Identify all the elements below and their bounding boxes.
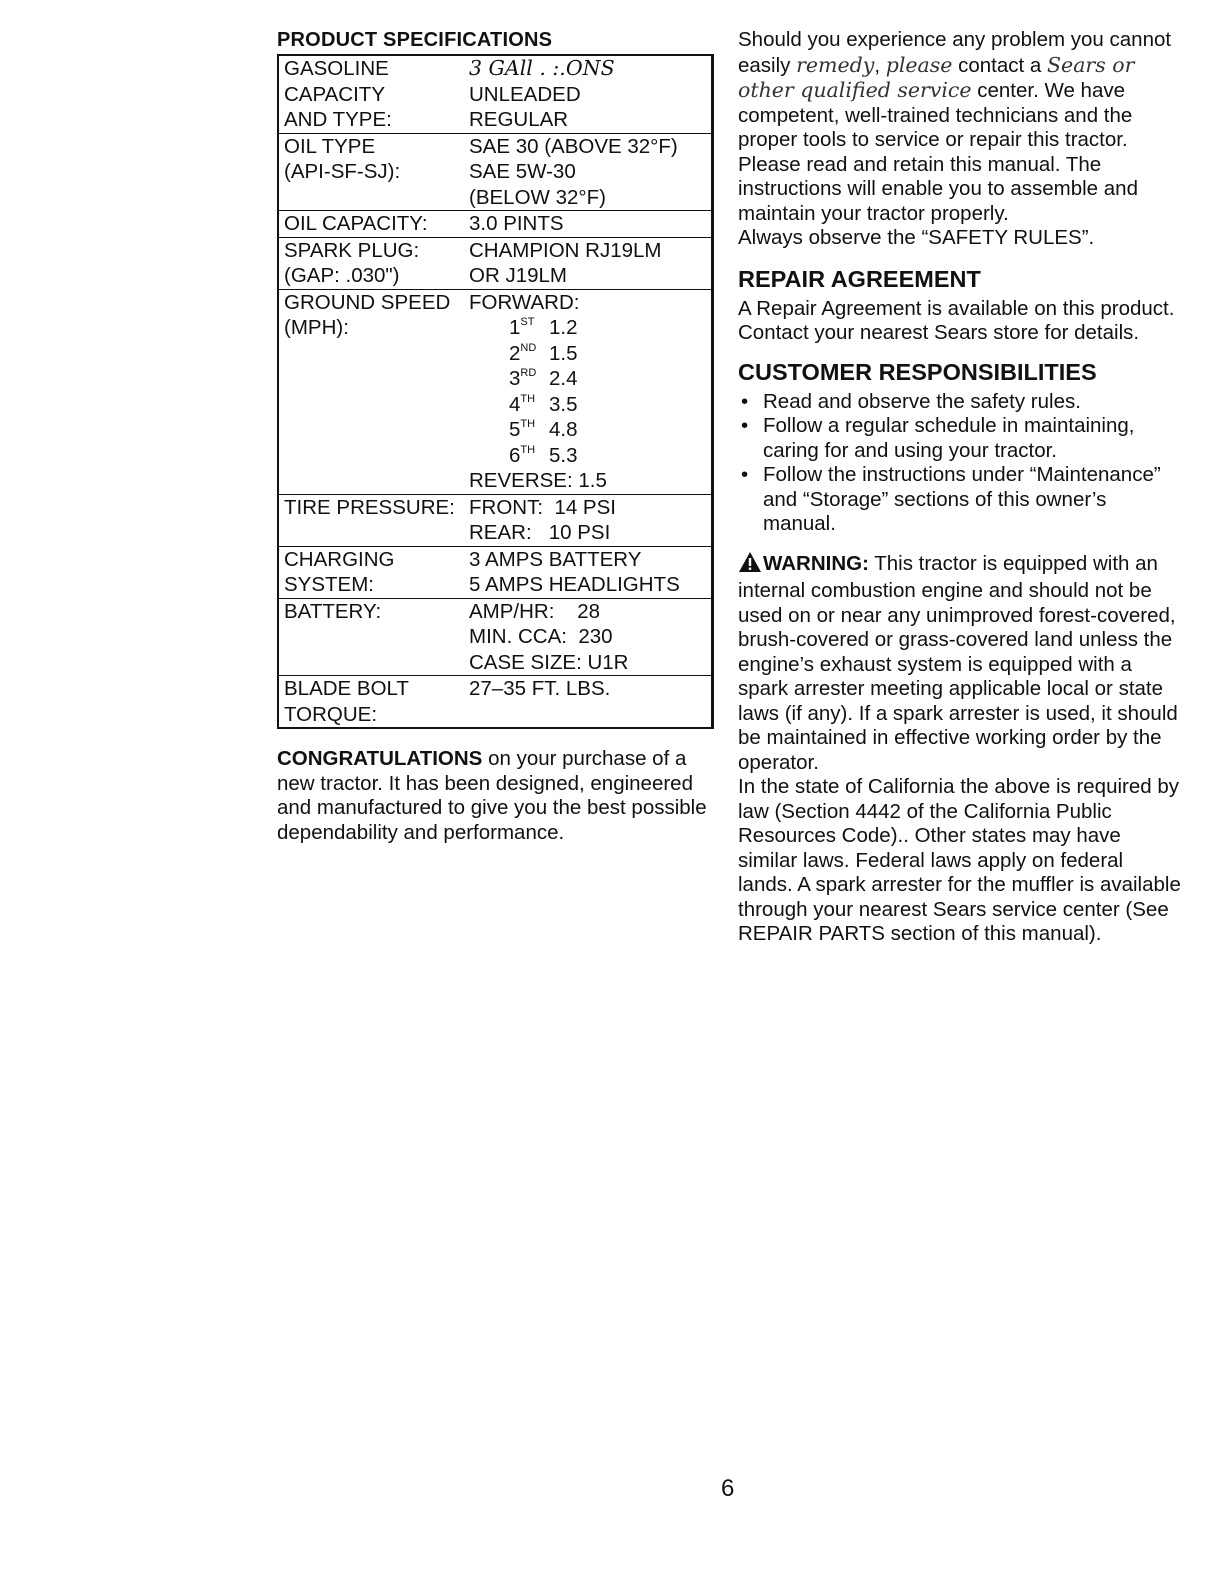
label-line: SPARK PLUG: (284, 238, 420, 262)
value-line: CHAMPION RJ19LM (469, 238, 662, 262)
spec-value (469, 134, 711, 211)
label-line: GROUND SPEED (284, 290, 451, 314)
label-line: (GAP: .030") (284, 264, 400, 287)
value-line: CASE SIZE: U1R (469, 650, 629, 674)
bullet-icon: • (741, 389, 749, 413)
label-line: GASOLINE (284, 57, 389, 80)
intro-handwritten: Sears or other qualified service (738, 52, 1135, 102)
list-item-text: Follow the instructions under “Maintenance” and “Storage” sections of this owner’s manual. (763, 463, 1161, 535)
spec-value: 3.0 PINTS (469, 212, 564, 235)
spec-value (469, 599, 711, 676)
handwritten-capacity: 3 GAll . :.ONS (469, 56, 615, 80)
value-line: 3 AMPS BATTERY (469, 547, 642, 571)
spec-value (469, 238, 711, 289)
congrats-bold: CONGRATULATIONS (277, 747, 483, 770)
congratulations-paragraph (277, 747, 722, 845)
list-item-text: Read and observe the safety rules. (763, 389, 1081, 413)
intro-paragraph-2: Please read and retain this manual. The instructions will enable you to assemble and maintain your tractor properly. (738, 152, 1138, 225)
list-item (738, 463, 1183, 537)
specs-table (277, 54, 714, 729)
spec-row-oil-type (279, 133, 711, 211)
list-item (738, 390, 1183, 415)
label-line: SYSTEM: (284, 573, 374, 596)
label-line: CHARGING (284, 547, 395, 571)
gear-3: 3RD 2.4 (509, 367, 578, 390)
list-item-text: Follow a regular schedule in maintaining, caring for and using your tractor. (763, 414, 1135, 462)
spec-label: TIRE PRESSURE: (284, 495, 455, 519)
spec-label (279, 290, 469, 494)
value-line: 5 AMPS HEADLIGHTS (469, 573, 680, 596)
intro-text: contact a (952, 53, 1048, 77)
spec-label (279, 238, 469, 289)
warning-text: This tractor is equipped with an internal combustion engine and should not be used on or near any unimproved forest-covered, brush-covered or grass-covered land unless the engine’s exhaust system is equipped with a spark arrester meeting applicable local or state laws (if any). If a spark arrester is used, it should be maintained in effective working order by the operator. (738, 551, 1178, 774)
forward-label: FORWARD: (469, 290, 580, 314)
gear-1: 1ST 1.2 (509, 316, 578, 339)
intro-text: Should you experience any problem you cannot easily (738, 28, 1172, 77)
spec-row-tire-pressure (279, 494, 711, 546)
left-column (277, 28, 717, 866)
repair-agreement-text: A Repair Agreement is available on this product. Contact your nearest Sears store for details. (738, 296, 1175, 344)
value-line: REAR: 10 PSI (469, 521, 611, 544)
label-line: OIL TYPE (284, 134, 376, 158)
spec-label (279, 56, 469, 133)
spec-row-blade-bolt (279, 675, 711, 727)
bullet-icon: • (741, 414, 749, 437)
warning-label: WARNING: (763, 551, 869, 575)
bullet-icon: • (741, 463, 749, 486)
reverse-speed: REVERSE: 1.5 (469, 469, 607, 492)
list-item (738, 414, 1183, 463)
value-line: OR J19LM (469, 264, 567, 287)
customer-responsibilities-heading: CUSTOMER RESPONSIBILITIES (738, 358, 1097, 385)
spec-label (279, 134, 469, 211)
value-line: MIN. CCA: 230 (469, 625, 613, 648)
spec-value (469, 495, 711, 546)
spec-row-ground-speed (279, 289, 711, 494)
value-line: REGULAR (469, 108, 569, 131)
label-line: (MPH): (284, 316, 349, 339)
intro-paragraph-3: Always observe the “SAFETY RULES”. (738, 226, 1095, 249)
spec-row-charging (279, 546, 711, 598)
repair-agreement-heading: REPAIR AGREEMENT (738, 265, 981, 292)
value-line: (BELOW 32°F) (469, 185, 606, 209)
spec-row-spark-plug (279, 237, 711, 289)
value-line: AMP/HR: 28 (469, 599, 601, 623)
value-line: SAE 5W-30 (469, 160, 576, 183)
spec-value: 27–35 FT. LBS. (469, 677, 611, 700)
spec-value (469, 56, 711, 133)
congrats-text: on your purchase of a new tractor. It has been designed, engineered and manufactured to give you the best possible dependability and performance. (277, 747, 707, 844)
label-line: TORQUE: (284, 702, 378, 726)
spec-label (279, 547, 469, 598)
california-paragraph: In the state of California the above is required by law (Section 4442 of the California Public Resources Code).. Other states may have similar laws. Federal laws apply on federal lands. A spark arrester for the muffler is available through your nearest Sears service center (See REPAIR PARTS section of this manual). (738, 775, 1181, 945)
label-line: BLADE BOLT (284, 677, 409, 700)
value-line: FRONT: 14 PSI (469, 495, 616, 519)
right-column (738, 28, 1183, 947)
intro-text: center. We have competent, well-trained technicians and the proper tools to service or repair this tractor. (738, 79, 1133, 151)
spec-label (279, 676, 469, 727)
spec-value (469, 547, 711, 598)
spec-label: OIL CAPACITY: (284, 212, 428, 235)
value-line: UNLEADED (469, 82, 581, 106)
page-number: 6 (721, 1475, 735, 1502)
warning-triangle-icon (738, 551, 762, 580)
spec-value (469, 290, 711, 494)
intro-text: , (874, 53, 886, 77)
gear-2: 2ND 1.5 (509, 341, 578, 365)
intro-paragraph (738, 28, 1183, 153)
warning-block (738, 551, 1183, 776)
responsibilities-list (738, 390, 1183, 537)
spec-row-battery (279, 598, 711, 676)
gear-6: 6TH 5.3 (509, 443, 578, 467)
label-line: AND TYPE: (284, 108, 392, 131)
label-line: (API-SF-SJ): (284, 160, 401, 183)
gear-4: 4TH 3.5 (509, 392, 578, 416)
value-line: SAE 30 (ABOVE 32°F) (469, 134, 678, 158)
gear-5: 5TH 4.8 (509, 418, 578, 441)
intro-handwritten: remedy (796, 52, 875, 77)
intro-handwritten: please (885, 52, 953, 77)
specs-title: PRODUCT SPECIFICATIONS (277, 29, 553, 51)
spec-label: BATTERY: (284, 599, 382, 623)
label-line: CAPACITY (284, 82, 385, 106)
spec-row-oil-capacity (279, 210, 711, 237)
spec-row-gasoline (279, 56, 711, 133)
